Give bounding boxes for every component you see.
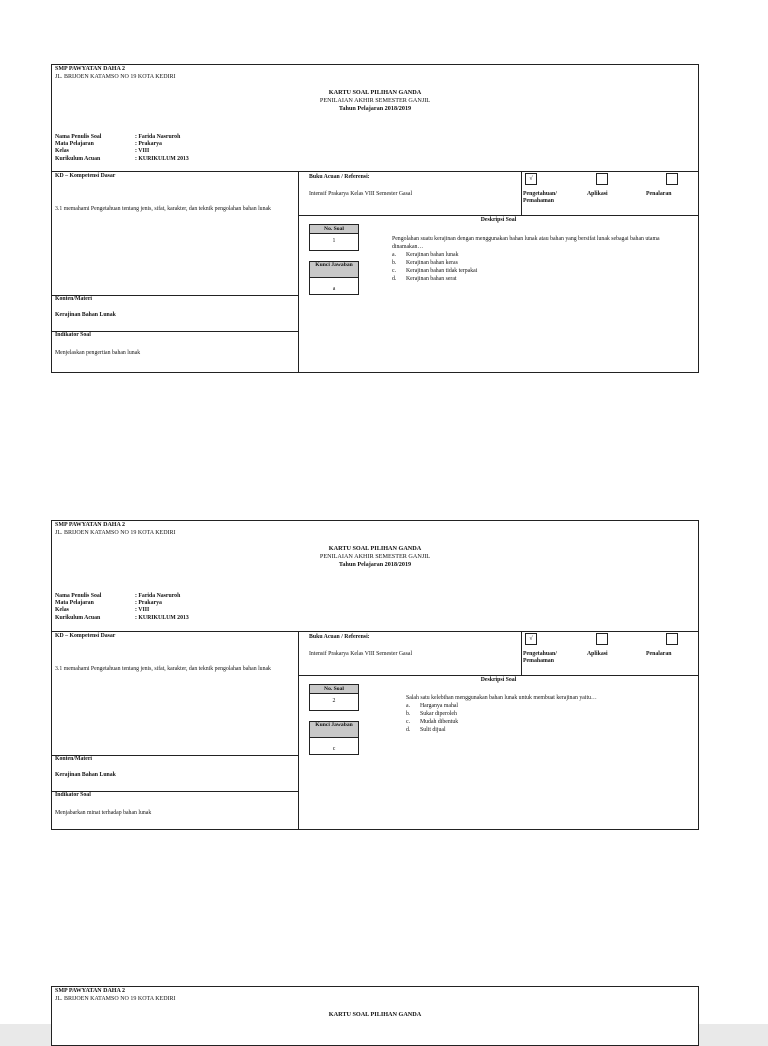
- school-header: [55, 66, 176, 81]
- info-label: Kelas: [55, 148, 69, 155]
- question-block: [392, 235, 692, 283]
- kunci-value: a: [309, 278, 359, 295]
- card-subtitle: PENILAIAN AKHIR SEMESTER GANJIL: [319, 96, 431, 104]
- info-label: Nama Penulis Soal: [55, 134, 102, 140]
- konten-text: Kerajinan Bahan Lunak: [55, 312, 116, 318]
- card-title: KARTU SOAL PILIHAN GANDA: [328, 545, 422, 552]
- kd-text: 3.1 memahami Pengetahuan tentang jenis, sifat, karakter, dan teknik pengolahan bahan lunak: [55, 666, 271, 672]
- info-value: : VIII: [135, 148, 150, 155]
- option-d: d. Kerajinan bahan serat: [392, 276, 457, 282]
- meta-boxes: [309, 224, 359, 292]
- buku-section: [299, 172, 698, 216]
- option-b: b. Sukar diperoleh: [406, 711, 457, 717]
- card-titles: [52, 1011, 698, 1019]
- info-label: Mata Pelajaran: [55, 600, 94, 607]
- kd-label: KD – Kompetensi Dasar: [55, 633, 116, 639]
- option-a: a. Harganya mahal: [406, 703, 459, 709]
- level-label-penalaran: Penalaran: [646, 191, 672, 197]
- author-info: [55, 134, 189, 163]
- buku-section: [299, 632, 698, 676]
- question-card-3: [51, 986, 699, 1046]
- card-year: Tahun Pelajaran 2018/2019: [338, 560, 412, 568]
- indikator-label: Indikator Soal: [55, 792, 91, 798]
- level-checkbox-penalaran[interactable]: [666, 633, 678, 645]
- card-titles: [52, 89, 698, 112]
- buku-text: Intensif Prakarya Kelas VIII Semester Gasal: [309, 191, 413, 197]
- left-column: [52, 172, 299, 372]
- info-value: : Prakarya: [135, 141, 162, 148]
- question-text: Salah satu kelebihan menggunakan bahan lunak untuk membuat kerajinan yaitu…: [406, 695, 597, 701]
- level-label-aplikasi: Aplikasi: [587, 651, 608, 657]
- level-checkbox-aplikasi[interactable]: [596, 173, 608, 185]
- divider: [521, 172, 522, 215]
- indikator-section: [52, 791, 298, 829]
- info-label: Mata Pelajaran: [55, 141, 94, 148]
- info-value: : Farida Nasruroh: [135, 134, 181, 140]
- left-column: [52, 632, 299, 829]
- info-value: : Prakarya: [135, 600, 162, 607]
- konten-section: [52, 295, 298, 332]
- info-label: Kurikulum Acuan: [55, 155, 101, 162]
- konten-section: [52, 755, 298, 792]
- option-c: c. Kerajinan bahan tidak terpakai: [392, 268, 478, 274]
- kunci-label: Kunci Jawaban: [309, 721, 359, 738]
- option-a: a. Kerajinan bahan lunak: [392, 252, 459, 258]
- level-checkbox-penalaran[interactable]: [666, 173, 678, 185]
- info-label: Nama Penulis Soal: [55, 593, 102, 599]
- indikator-text: Menjabarkan minat terhadap bahan lunak: [55, 810, 152, 816]
- no-soal-value: 1: [309, 234, 359, 251]
- school-header: [55, 522, 176, 537]
- question-card-1: [51, 64, 699, 373]
- card-grid: [52, 171, 698, 372]
- meta-boxes: [309, 684, 359, 752]
- school-address: JL. BRIJOEN KATAMSO NO 19 KOTA KEDIRI: [55, 529, 176, 536]
- school-name: SMP PAWYATAN DAHA 2: [55, 522, 125, 528]
- konten-label: Konten/Materi: [55, 756, 93, 762]
- question-text: Pengolahan suatu kerajinan dengan menggunakan bahan lunak atau bahan yang bersifat lunak sebagai bahan utama dinamakan…: [392, 236, 660, 250]
- level-label-pengetahuan: Pengetahuan/ Pemahaman: [523, 191, 557, 205]
- school-address: JL. BRIJOEN KATAMSO NO 19 KOTA KEDIRI: [55, 73, 176, 80]
- school-name: SMP PAWYATAN DAHA 2: [55, 66, 125, 72]
- indikator-text: Menjelaskan pengertian bahan lunak: [55, 350, 141, 356]
- info-label: Kelas: [55, 607, 69, 614]
- school-name: SMP PAWYATAN DAHA 2: [55, 988, 125, 994]
- card-title: KARTU SOAL PILIHAN GANDA: [328, 89, 422, 96]
- konten-label: Konten/Materi: [55, 296, 93, 302]
- info-value: : KURIKULUM 2013: [135, 155, 189, 162]
- kd-text: 3.1 memahami Pengetahuan tentang jenis, sifat, karakter, dan teknik pengolahan bahan lunak: [55, 206, 271, 212]
- konten-text: Kerajinan Bahan Lunak: [55, 772, 116, 778]
- level-checkbox-aplikasi[interactable]: [596, 633, 608, 645]
- info-value: : VIII: [135, 607, 150, 614]
- no-soal-label: No. Soal: [309, 224, 359, 234]
- buku-text: Intensif Prakarya Kelas VIII Semester Gasal: [309, 651, 413, 657]
- card-subtitle: PENILAIAN AKHIR SEMESTER GANJIL: [319, 552, 431, 560]
- option-c: c. Mudah dibentuk: [406, 719, 459, 725]
- question-card-2: [51, 520, 699, 830]
- author-info: [55, 593, 189, 622]
- right-column: [299, 632, 698, 829]
- question-block: [406, 694, 706, 734]
- info-value: : KURIKULUM 2013: [135, 614, 189, 621]
- card-year: Tahun Pelajaran 2018/2019: [338, 104, 412, 112]
- deskripsi-label: Deskripsi Soal: [480, 677, 517, 683]
- indikator-label: Indikator Soal: [55, 332, 91, 338]
- school-address: JL. BRIJOEN KATAMSO NO 19 KOTA KEDIRI: [55, 995, 176, 1002]
- divider: [521, 632, 522, 675]
- school-header: [55, 988, 176, 1003]
- level-label-penalaran: Penalaran: [646, 651, 672, 657]
- deskripsi-label: Deskripsi Soal: [480, 217, 517, 223]
- level-label-aplikasi: Aplikasi: [587, 191, 608, 197]
- info-label: Kurikulum Acuan: [55, 614, 101, 621]
- kd-section: [52, 632, 298, 756]
- kd-label: KD – Kompetensi Dasar: [55, 173, 116, 179]
- level-label-pengetahuan: Pengetahuan/ Pemahaman: [523, 651, 557, 665]
- indikator-section: [52, 331, 298, 372]
- card-grid: [52, 631, 698, 829]
- level-checkbox-pengetahuan[interactable]: √: [525, 173, 537, 185]
- card-title: KARTU SOAL PILIHAN GANDA: [328, 1011, 422, 1018]
- info-value: : Farida Nasruroh: [135, 593, 181, 599]
- buku-label: Buku Acuan / Referensi:: [309, 174, 370, 180]
- option-b: b. Kerajinan bahan keras: [392, 260, 458, 266]
- kd-section: [52, 172, 298, 296]
- kunci-value: c: [309, 738, 359, 755]
- option-d: d. Sulit dijual: [406, 727, 446, 733]
- right-column: [299, 172, 698, 372]
- no-soal-value: 2: [309, 694, 359, 711]
- level-checkbox-pengetahuan[interactable]: √: [525, 633, 537, 645]
- no-soal-label: No. Soal: [309, 684, 359, 694]
- kunci-label: Kunci Jawaban: [309, 261, 359, 278]
- buku-label: Buku Acuan / Referensi:: [309, 634, 370, 640]
- card-titles: [52, 545, 698, 568]
